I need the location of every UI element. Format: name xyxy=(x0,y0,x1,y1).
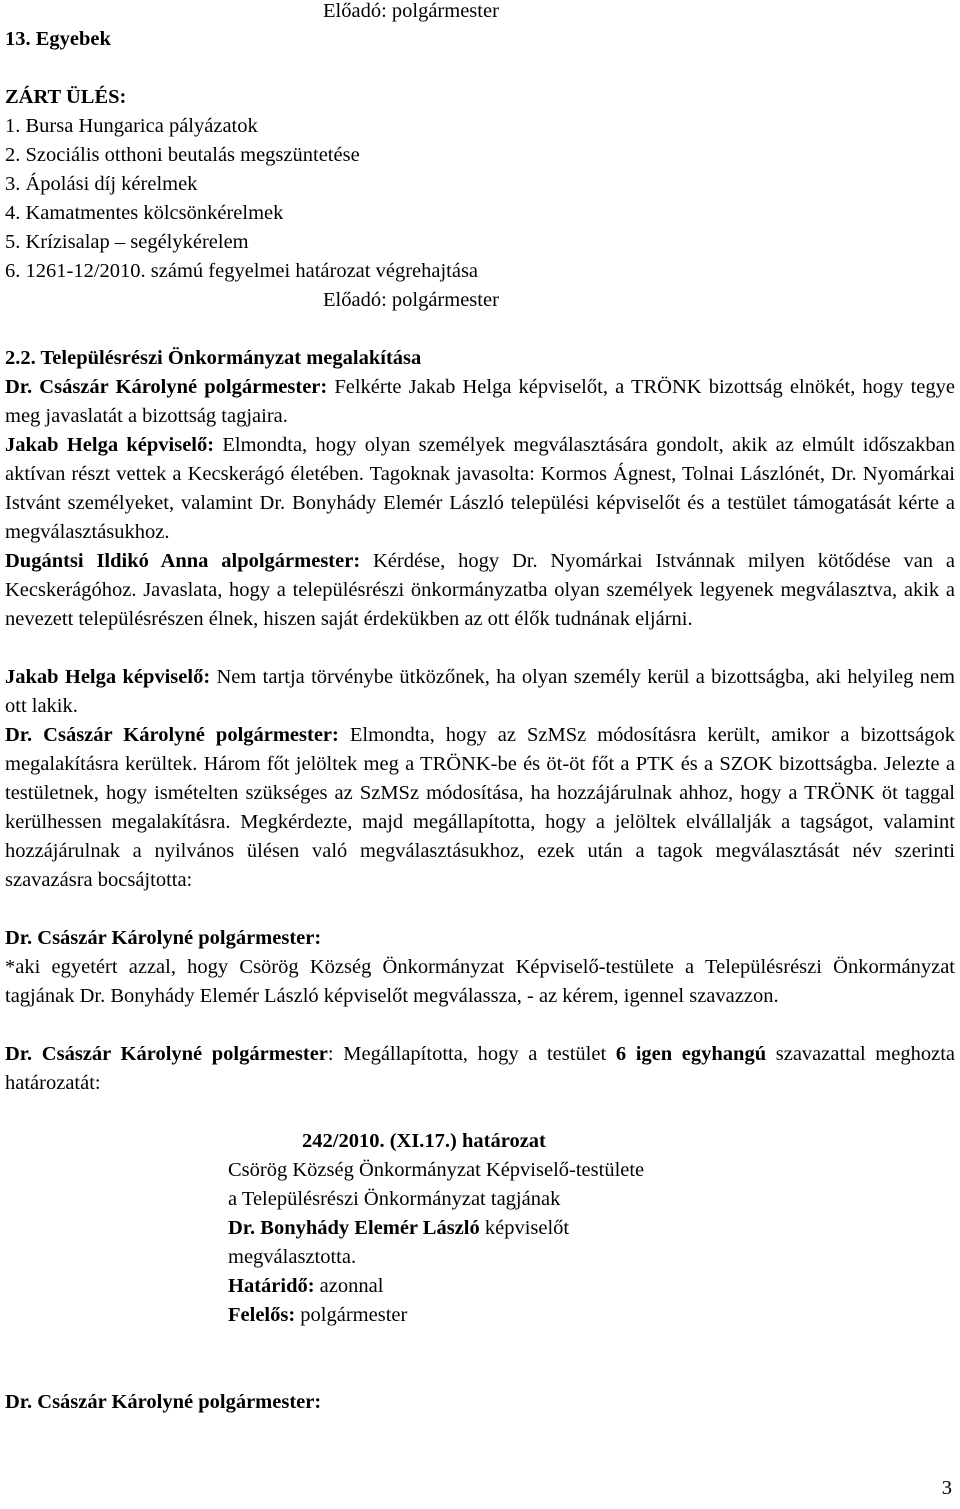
speaker: Dugántsi Ildikó Anna alpolgármester: xyxy=(5,550,361,572)
closed-item-1: 1. Bursa Hungarica pályázatok xyxy=(5,115,258,137)
closed-item-2: 2. Szociális otthoni beutalás megszüntetése xyxy=(5,144,360,166)
speaker: Jakab Helga képviselő: xyxy=(5,434,215,456)
paragraph-7: Dr. Császár Károlyné polgármester: Megállapította, hogy a testület 6 igen egyhangú szavazattal meghozta határozatát: xyxy=(5,1043,955,1094)
closed-session-title: ZÁRT ÜLÉS: xyxy=(5,86,127,108)
resolution-responsible: Felelős: polgármester xyxy=(228,1304,408,1326)
presenter-top: Előadó: polgármester xyxy=(323,0,499,22)
speaker: Jakab Helga képviselő: xyxy=(5,666,211,688)
paragraph-6: *aki egyetért azzal, hogy Csörög Község Önkormányzat Képviselő-testülete a Településrészi Önkormányzat tagjának Dr. Bonyhády Elemér László képviselőt megválassza, - az kérem, igennel szavazzon. xyxy=(5,956,955,1007)
paragraph-3: Dugántsi Ildikó Anna alpolgármester: Kérdése, hogy Dr. Nyomárkai Istvánnak milyen kötődése van a Kecskerágóhoz. Javaslata, hogy a településrészi önkormányzatba olyan személyek legyenek megválasztva, akik a nevezett településrészen élnek, hiszen saját érdekükben az ott élők tudnának eljárni. xyxy=(5,550,955,630)
closed-item-4: 4. Kamatmentes kölcsönkérelmek xyxy=(5,202,284,224)
paragraph-4: Jakab Helga képviselő: Nem tartja törvénybe ütközőnek, ha olyan személy kerül a bizottságba, aki helyileg nem ott lakik. xyxy=(5,666,955,717)
closed-item-5: 5. Krízisalap – segélykérelem xyxy=(5,231,249,253)
section-13-heading: 13. Egyebek xyxy=(5,28,111,50)
resolution-number: 242/2010. (XI.17.) határozat xyxy=(302,1130,546,1152)
paragraph-5: Dr. Császár Károlyné polgármester: Elmondta, hogy az SzMSz módosításra került, amikor a bizottságok megalakításra kerültek. Három főt jelöltek meg a TRÖNK-be és öt-öt főt a PTK és a SZOK bizottságba. Jelezte a testületnek, hogy ismételten szükséges az SzMSz módosítása, ha hozzájárulnak ahhoz, hogy a TRÖNK öt taggal kerülhessen megalakításra. Megkérdezte, majd megállapította, hogy a jelöltek elvállalják a tagságot, valamint hozzájárulnak a nyilvános ülésen való megválasztásukhoz, ezek után a tagok megválasztását név szerinti szavazásra bocsájtotta: xyxy=(5,724,955,891)
resolution-line-3: Dr. Bonyhády Elemér László képviselőt xyxy=(228,1217,570,1239)
closed-item-3: 3. Ápolási díj kérelmek xyxy=(5,173,198,195)
page-number: 3 xyxy=(941,1477,952,1499)
speaker: Dr. Császár Károlyné polgármester: xyxy=(5,724,339,746)
resolution-line-4: megválasztotta. xyxy=(228,1246,357,1268)
closed-presenter: Előadó: polgármester xyxy=(323,289,499,311)
closed-item-6: 6. 1261-12/2010. számú fegyelmei határozat végrehajtása xyxy=(5,260,479,282)
speaker: Dr. Császár Károlyné polgármester xyxy=(5,1043,328,1065)
paragraph-6-speaker: Dr. Császár Károlyné polgármester: xyxy=(5,927,322,949)
resolution-deadline: Határidő: azonnal xyxy=(228,1275,384,1297)
resolution-line-2: a Településrészi Önkormányzat tagjának xyxy=(228,1188,561,1210)
section-22-title: 2.2. Településrészi Önkormányzat megalakítása xyxy=(5,347,422,369)
resolution-line-1: Csörög Község Önkormányzat Képviselő-testülete xyxy=(228,1159,645,1181)
speaker: Dr. Császár Károlyné polgármester: xyxy=(5,376,328,398)
paragraph-1: Dr. Császár Károlyné polgármester: Felkérte Jakab Helga képviselőt, a TRÖNK bizottság elnökét, hogy tegye meg javaslatát a bizottság tagjaira. xyxy=(5,376,955,427)
footer-speaker: Dr. Császár Károlyné polgármester: xyxy=(5,1391,322,1413)
paragraph-2: Jakab Helga képviselő: Elmondta, hogy olyan személyek megválasztására gondolt, akik az elmúlt időszakban aktívan részt vettek a Kecskerágó életében. Tagoknak javasolta: Kormos Ágnest, Tolnai Lászlónét, Dr. Nyomárkai Istvánt személyeket, valamint Dr. Bonyhády Elemér László települési képviselőt és a testület támogatását kérte a megválasztásukhoz. xyxy=(5,434,955,543)
